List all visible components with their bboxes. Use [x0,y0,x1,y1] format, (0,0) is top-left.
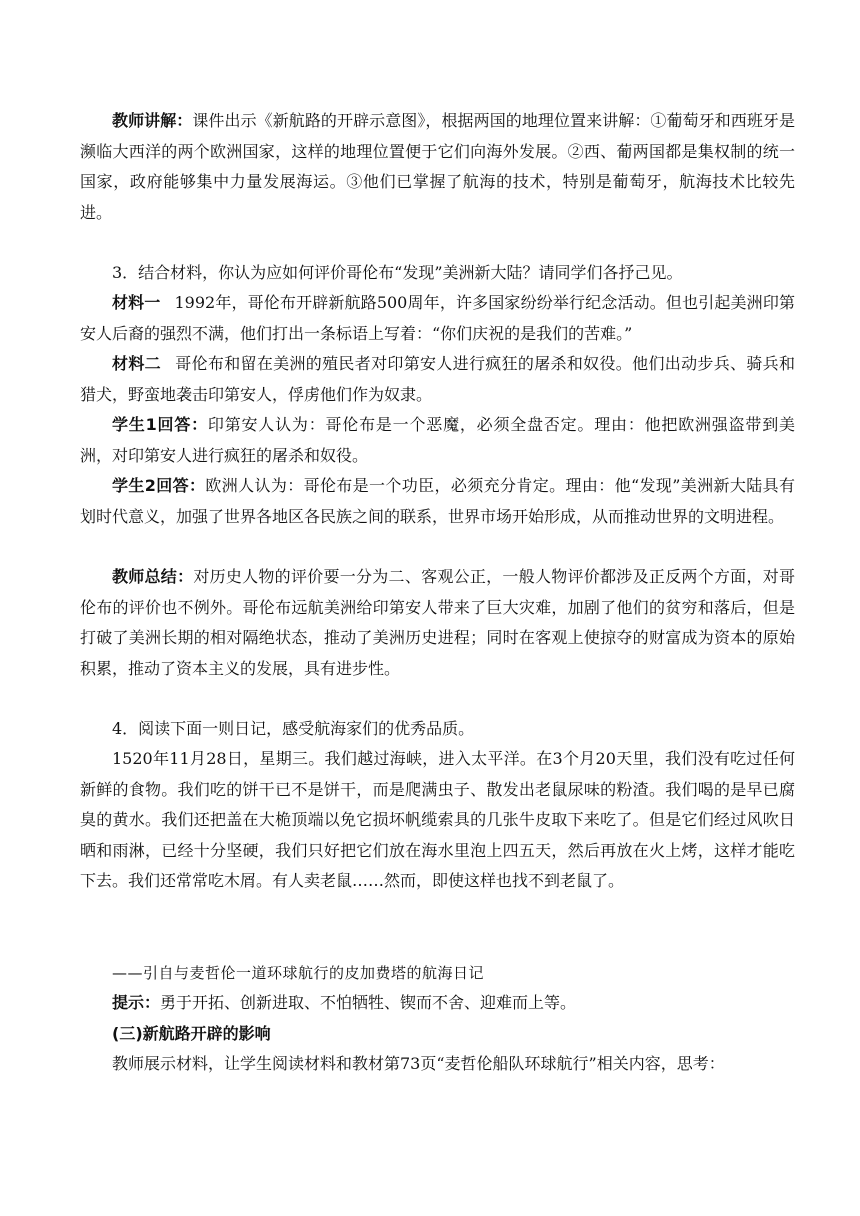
material-1-paragraph [80,288,795,349]
teacher-summary-text: 对历史人物的评价要一分为二、客观公正，一般人物评价都涉及正反两个方面，对哥伦布的评价也不例外。哥伦布远航美洲给印第安人带来了巨大灾难，加剧了他们的贫穷和落后，但是打破了美洲长期的相对隔绝状态，推动了美洲历史进程；同时在客观上使掠夺的财富成为资本的原始积累，推动了资本主义的发展，具有进步性。 [80,567,795,678]
hint-paragraph [80,988,795,1019]
teacher-explanation-label: 教师讲解： [112,111,193,130]
student-1-text: 印第安人认为：哥伦布是一个恶魔，必须全盘否定。理由：他把欧洲强盗带到美洲，对印第安人进行疯狂的屠杀和奴役。 [80,415,795,465]
student-1-label: 学生1回答： [112,415,208,434]
question-3: 3．结合材料，你认为应如何评价哥伦布“发现”美洲新大陆？请同学们各抒己见。 [112,263,683,282]
student-2-text: 欧洲人认为：哥伦布是一个功臣，必须充分肯定。理由：他“发现”美洲新大陆具有划时代意义，加强了世界各地区各民族之间的联系，世界市场开始形成，从而推动世界的文明进程。 [80,476,795,526]
hint-text: 勇于开拓、创新进取、不怕牺牲、锲而不舍、迎难而上等。 [160,993,577,1012]
teacher-summary-label: 教师总结： [112,567,194,586]
question-4: 4．阅读下面一则日记，感受航海家们的优秀品质。 [112,719,475,738]
student-1-answer [80,410,795,471]
material-2-paragraph [80,349,795,410]
material-1-label: 材料一 [112,293,161,312]
teacher-summary-paragraph [80,562,795,684]
material-2-text: 哥伦布和留在美洲的殖民者对印第安人进行疯狂的屠杀和奴役。他们出动步兵、骑兵和猎犬，野蛮地袭击印第安人，俘虏他们作为奴隶。 [80,354,795,404]
student-2-label: 学生2回答： [112,476,206,495]
material-2-label: 材料二 [112,354,161,373]
material-1-text: 1992年，哥伦布开辟新航路500周年，许多国家纷纷举行纪念活动。但也引起美洲印第安人后裔的强烈不满，他们打出一条标语上写着：“你们庆祝的是我们的苦难。” [80,293,795,343]
student-2-answer [80,471,795,532]
hint-label: 提示： [112,993,161,1012]
teacher-explanation-text: 课件出示《新航路的开辟示意图》，根据两国的地理位置来讲解：①葡萄牙和西班牙是濒临大西洋的两个欧洲国家，这样的地理位置便于它们向海外发展。②西、葡两国都是集权制的统一国家，政府能够集中力量发展海运。③他们已掌握了航海的技术，特别是葡萄牙，航海技术比较先进。 [80,111,795,222]
diary-paragraph: 1520年11月28日，星期三。我们越过海峡，进入太平洋。在3个月20天里，我们没有吃过任何新鲜的食物。我们吃的饼干已不是饼干，而是爬满虫子、散发出老鼠尿味的粉渣。我们喝的是早已腐臭的黄水。我们还把盖在大桅顶端以免它损坏帆缆索具的几张牛皮取下来吃了。但是它们经过风吹日晒和雨淋，已经十分坚硬，我们只好把它们放在海水里泡上四五天，然后再放在火上烤，这样才能吃下去。我们还常常吃木屑。有人卖老鼠……然而，即使这样也找不到老鼠了。 [80,749,795,890]
closing-paragraph: 教师展示材料，让学生阅读材料和教材第73页“麦哲伦船队环球航行”相关内容，思考： [112,1054,725,1073]
section-heading: (三)新航路开辟的影响 [112,1024,271,1043]
teacher-explanation-paragraph [80,106,795,228]
diary-citation: ——引自与麦哲伦一道环球航行的皮加费塔的航海日记 [112,964,485,982]
